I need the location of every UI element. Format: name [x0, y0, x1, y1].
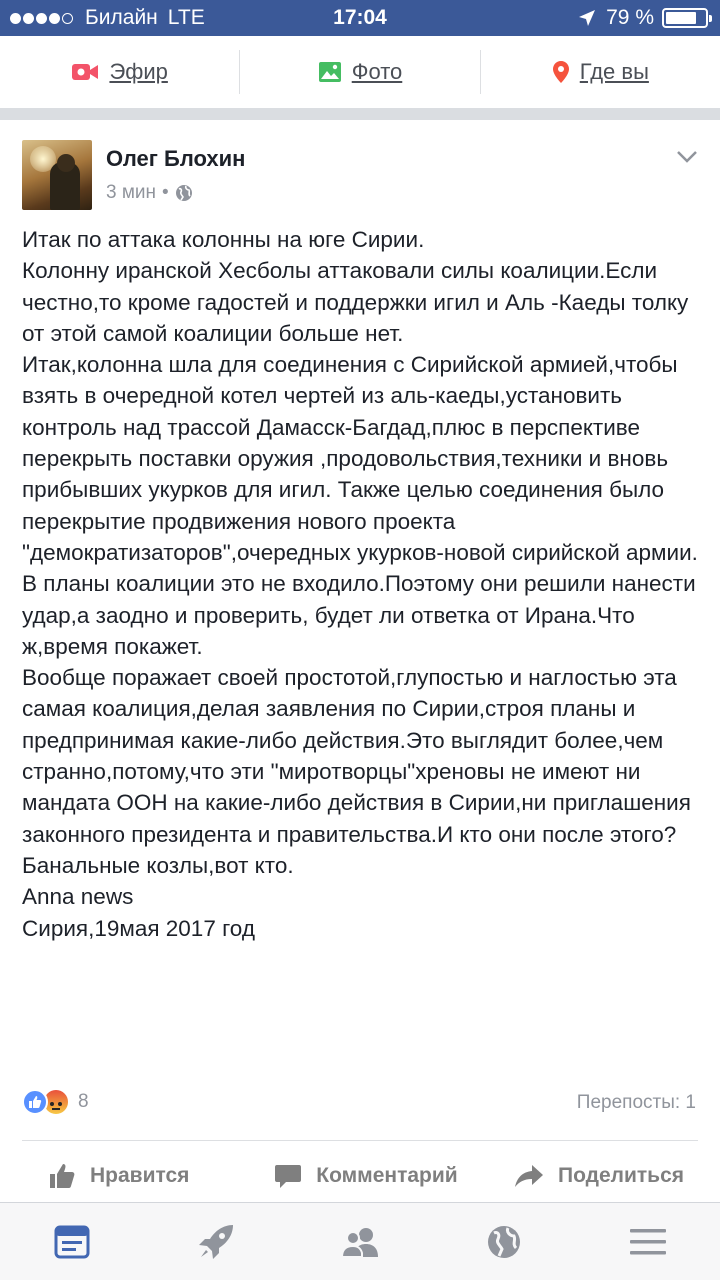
checkin-label: Где вы	[579, 59, 649, 84]
share-label: Поделиться	[557, 1164, 684, 1187]
rocket-icon	[197, 1223, 235, 1261]
location-pin-icon	[552, 60, 570, 84]
video-camera-icon	[71, 62, 99, 82]
post-time[interactable]: 3 мин	[106, 182, 157, 203]
live-label: Эфир	[109, 59, 168, 84]
photo-icon	[318, 61, 342, 83]
share-arrow-icon	[514, 1164, 544, 1188]
composer-bar	[0, 36, 720, 108]
location-arrow-icon	[578, 9, 596, 27]
friends-icon	[340, 1226, 380, 1258]
like-button[interactable]	[0, 1162, 260, 1190]
tab-menu[interactable]	[576, 1227, 720, 1257]
avatar[interactable]	[22, 140, 92, 210]
clock: 17:04	[333, 6, 387, 29]
reactions-summary[interactable]	[22, 1088, 89, 1116]
post-body: Итак по аттака колонны на юге Сирии. Колонну иранской Хесболы аттаковали силы коалиции.Если честно,то кроме гадостей и поддержки игил и Аль -Каеды толку от этой самой коалиции больше нет. Итак,колонна шла для соединения с Сирийской армией,чтобы взять в очередной котел чертей из аль-каеды,установить контроль над трассой Дамасск-Багдад,плюс в перспективе перекрыть поставки оружия ,продовольствия,техники и вновь прибывших укурков для игил. Также целью соединения было перекрытие продвижения нового проекта "демократизаторов",очередных укурков-новой сирийской армии. В планы коалиции это не входило.Поэтому они решили нанести удар,а заодно и проверить, будет ли ответка от Ирана.Что ж,время покажет. Вообще поражает своей простотой,глупостью и наглостью эта самая коалиция,делая заявления по Сирии,строя планы и предпринимая какие-либо действия.Это выглядит более,чем странно,потому,что эти "миротворцы"хреновы не имеют ни мандата ООН на какие-либо действия в Сирии,ни приглашения законного президента и правительства.И кто они после этого? Банальные козлы,вот кто. Anna news Сирия,19мая 2017 год	[22, 227, 698, 941]
comment-button[interactable]	[260, 1163, 472, 1189]
carrier-label: Билайн	[85, 6, 158, 29]
checkin-button[interactable]	[481, 59, 720, 85]
tab-notifications[interactable]	[432, 1224, 576, 1260]
tab-discover[interactable]	[144, 1223, 288, 1261]
post-actions	[0, 1144, 720, 1208]
tab-friends[interactable]	[288, 1226, 432, 1258]
network-label: LTE	[167, 6, 205, 29]
post-meta	[106, 182, 193, 204]
meta-separator: •	[162, 182, 169, 203]
feed-post	[0, 120, 720, 1202]
like-reaction-icon	[22, 1089, 48, 1115]
chevron-down-icon[interactable]	[676, 150, 698, 164]
feed-separator	[0, 108, 720, 120]
battery-percent: 79 %	[606, 6, 654, 29]
battery-icon	[662, 8, 708, 28]
reactions-count: 8	[78, 1091, 89, 1112]
status-bar	[0, 0, 720, 36]
live-button[interactable]	[0, 59, 239, 85]
menu-icon	[630, 1227, 666, 1257]
photo-label: Фото	[351, 59, 403, 84]
globe-icon	[486, 1224, 522, 1260]
battery-level	[666, 12, 696, 24]
photo-button[interactable]	[240, 59, 479, 85]
post-author[interactable]: Олег Блохин	[106, 146, 246, 171]
share-button[interactable]	[472, 1164, 720, 1188]
comment-icon	[274, 1163, 302, 1189]
like-label: Нравится	[90, 1164, 190, 1187]
globe-icon	[175, 184, 193, 202]
reposts-count[interactable]: Перепосты: 1	[576, 1092, 696, 1113]
thumbs-up-icon	[48, 1162, 76, 1190]
actions-divider	[22, 1140, 698, 1141]
comment-label: Комментарий	[316, 1164, 458, 1187]
tab-news-feed[interactable]	[0, 1225, 144, 1259]
news-feed-icon	[54, 1225, 90, 1259]
tab-bar	[0, 1202, 720, 1280]
status-right	[578, 6, 708, 30]
